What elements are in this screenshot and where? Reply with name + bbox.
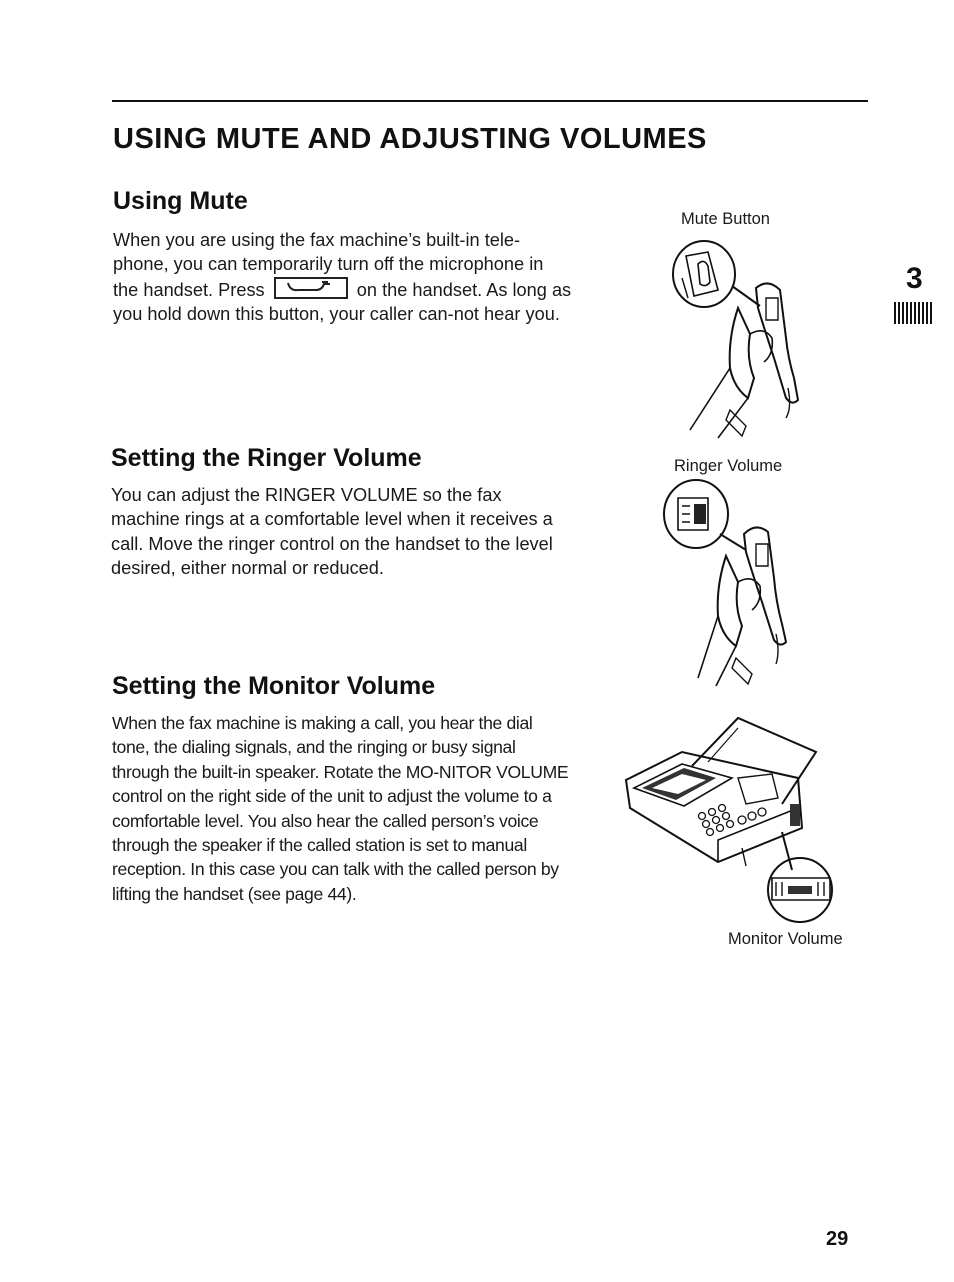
section-heading-using-mute: Using Mute [113, 187, 248, 215]
page-number: 29 [826, 1228, 849, 1250]
caption-ringer-volume: Ringer Volume [674, 457, 783, 475]
mute-key-icon [274, 277, 348, 299]
caption-mute-button: Mute Button [681, 210, 770, 228]
mute-button-illustration [668, 238, 808, 443]
section-heading-monitor-volume: Setting the Monitor Volume [112, 672, 436, 700]
section-text-ringer-volume: You can adjust the RINGER VOLUME so the fax machine rings at a comfortable level when it receives a call. Move the ringer control on the handset to the level desired, either normal or reduced. [111, 485, 553, 579]
mute-text-after-key: on the handset. As long as you hold down this button, your caller can-not hear you. [113, 279, 572, 325]
monitor-volume-illustration [622, 716, 838, 926]
caption-monitor-volume: Monitor Volume [728, 930, 843, 948]
section-text-using-mute [113, 228, 573, 327]
chapter-tab-marker [894, 302, 934, 324]
header-rule [112, 100, 868, 102]
ringer-volume-illustration [660, 478, 800, 688]
section-text-monitor-volume: When the fax machine is making a call, you hear the dial tone, the dialing signals, and the ringing or busy signal through the built-in speaker. Rotate the MO-NITOR VOLUME control on the right side of the unit to adjust the volume to a comfortable level. You also hear the called person’s voice through the speaker if the called station is set to manual reception. In this case you can talk with the called person by lifting the handset (see page 44). [112, 713, 569, 904]
section-heading-ringer-volume: Setting the Ringer Volume [111, 444, 422, 472]
page-title: USING MUTE AND ADJUSTING VOLUMES [113, 123, 707, 155]
chapter-number: 3 [906, 262, 923, 295]
mute-text-before-key: When you are using the fax machine’s built-in tele-phone, you can temporarily turn off the microphone in the handset. Press [113, 230, 544, 300]
